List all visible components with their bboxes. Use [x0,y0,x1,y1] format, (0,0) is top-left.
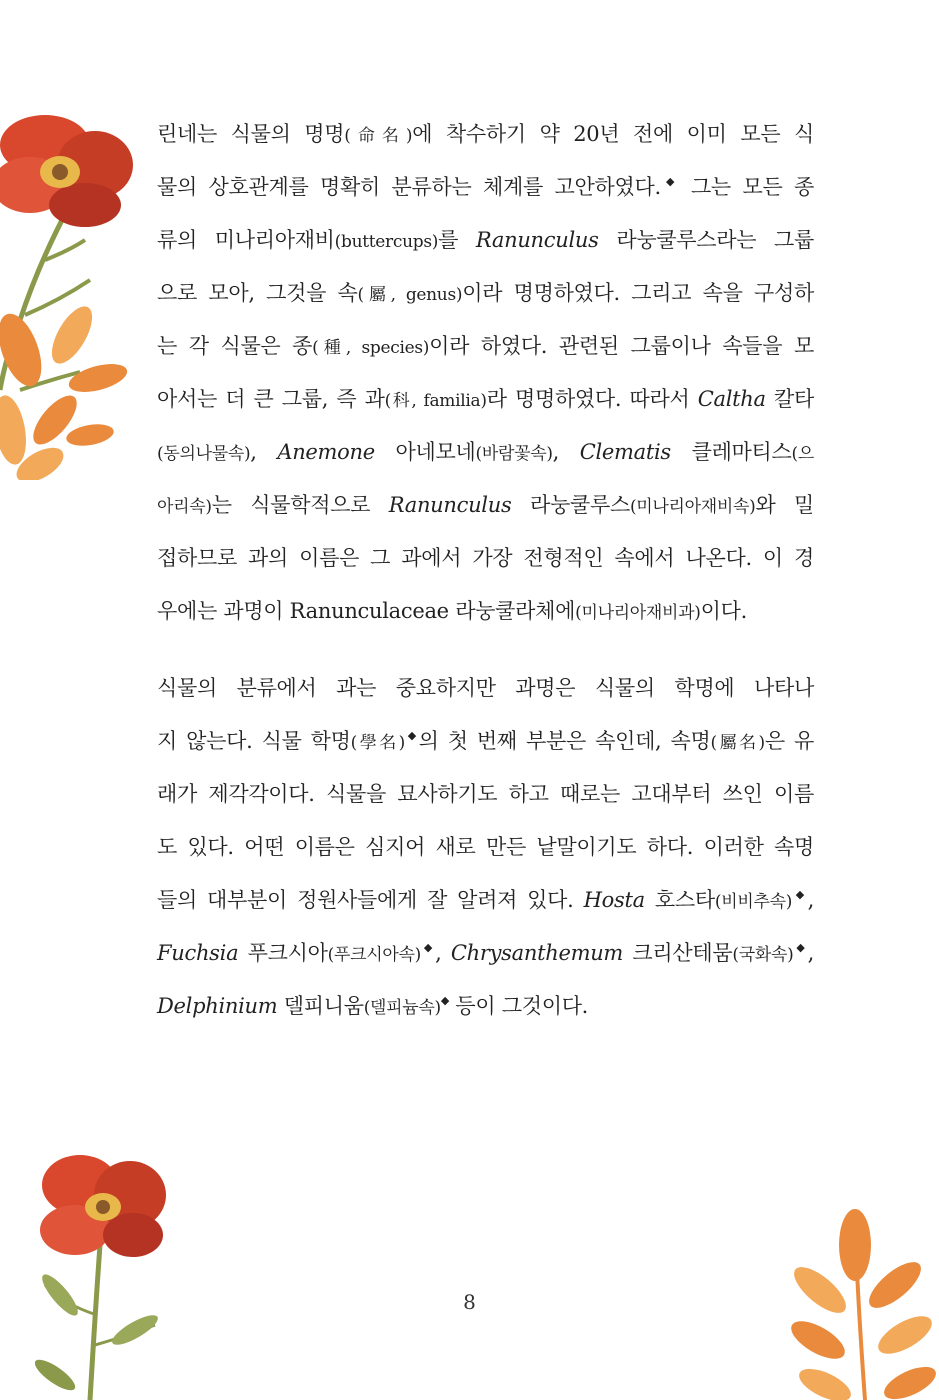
footnote-marker: ◆ [660,175,680,188]
scientific-name: Ranunculus [475,228,599,252]
text-segment: 이라 하였다. 관련된 그룹이나 속들을 모 [429,334,814,358]
scientific-name: Anemone [277,440,375,464]
text-segment: 은 유 [764,729,814,753]
footnote-marker: ◆ [440,994,450,1007]
text-segment: 라눙쿨루스라는 그룹 [598,228,814,252]
text-line [157,662,814,715]
text-segment: , [250,440,278,464]
text-segment: 아리속) [157,497,212,517]
paragraph-1 [157,108,814,638]
text-segment: (科, familia) [384,391,487,411]
text-line [157,426,814,479]
footnote-marker: ◆ [793,941,808,954]
text-line [157,768,814,821]
text-segment: 라눙쿨루스 [511,493,630,517]
text-segment: 식물의 분류에서 과는 중요하지만 과명은 식물의 학명에 나타나 [157,676,814,700]
orange-leaves [0,300,130,480]
text-segment: 클레마티스 [670,440,792,464]
text-line [157,585,814,638]
text-segment: 이라 명명하였다. 그리고 속을 구성하 [462,281,815,305]
text-segment: (푸크시아속) [327,945,421,965]
text-segment: 칼타 [765,387,815,411]
text-segment: 는 각 식물은 종 [157,334,313,358]
text-line [157,532,814,585]
text-segment: 으로 모아, 그것을 속 [157,281,358,305]
text-segment: 는 식물학적으로 [211,493,389,517]
text-line [157,320,814,373]
text-segment: 접하므로 과의 이름은 그 과에서 가장 전형적인 속에서 나온다. 이 경 [157,546,814,570]
text-segment: (바람꽃속) [475,444,553,464]
scientific-name: Chrysanthemum [450,941,624,965]
text-segment: 그는 모든 종 [679,175,814,199]
text-segment: 호스타 [644,888,715,912]
footnote-marker: ◆ [792,888,808,901]
text-segment: (미나리아재비속) [629,497,756,517]
page-number: 8 [463,1290,476,1314]
text-line [157,108,814,161]
text-line [157,715,814,768]
text-line [157,874,814,927]
text-segment: , [807,941,814,965]
text-segment: 래가 제각각이다. 식물을 묘사하기도 하고 때로는 고대부터 쓰인 이름 [157,782,814,806]
text-line [157,927,814,980]
scientific-name: Ranunculus [388,493,512,517]
text-segment: (국화속) [732,945,794,965]
text-line [157,821,814,874]
flower-decoration-top-left [0,110,150,480]
paragraph-2 [157,662,814,1033]
text-segment: (비비추속) [714,892,793,912]
text-segment: (屬名) [710,733,765,753]
text-segment: (種, species) [312,338,430,358]
text-segment: (델피늄속) [363,998,441,1018]
text-segment: 이다. [700,599,747,623]
text-segment: 지 않는다. 식물 학명 [157,729,351,753]
scientific-name: Delphinium [157,994,278,1018]
text-segment: 의 첫 번째 부분은 속인데, 속명 [418,729,711,753]
scientific-name: Hosta [583,888,645,912]
text-segment: 푸크시아 [238,941,328,965]
text-segment: 크리산테뭄 [623,941,733,965]
text-segment: (으 [791,444,814,464]
red-flower [40,1155,166,1257]
text-segment: , [807,888,814,912]
scientific-name: Fuchsia [157,941,239,965]
text-segment: (동의나물속) [157,444,251,464]
text-segment: 와 밀 [755,493,814,517]
footnote-marker: ◆ [420,941,436,954]
text-segment: 물의 상호관계를 명확히 분류하는 체계를 고안하였다. [157,175,661,199]
text-segment: (學名) [350,733,405,753]
scientific-name: Clematis [579,440,671,464]
flower-decoration-bottom-left [35,1145,185,1400]
text-segment: 에 착수하기 약 20년 전에 이미 모든 식 [412,122,814,146]
text-segment: 린네는 식물의 명명 [157,122,345,146]
text-segment: 우에는 과명이 Ranunculaceae 라눙쿨라체에 [157,599,576,623]
footnote-marker: ◆ [405,729,419,742]
red-flower [0,115,133,227]
text-segment: 를 [438,228,476,252]
text-segment: 델피니움 [277,994,364,1018]
text-segment: 라 명명하였다. 따라서 [486,387,698,411]
text-segment: 도 있다. 어떤 이름은 심지어 새로 만든 낱말이기도 하다. 이러한 속명 [157,835,814,859]
text-line [157,980,814,1033]
text-line [157,479,814,532]
text-segment: (屬, genus) [357,285,463,305]
text-segment: 아서는 더 큰 그룹, 즉 과 [157,387,385,411]
text-segment: (命名) [344,126,413,146]
text-line [157,214,814,267]
text-line [157,373,814,426]
scientific-name: Caltha [697,387,766,411]
text-segment: 류의 미나리아재비 [157,228,335,252]
text-segment: 등이 그것이다. [449,994,589,1018]
text-segment: (미나리아재비과) [575,603,701,623]
text-line [157,267,814,320]
text-segment: 아네모네 [374,440,476,464]
text-segment: 들의 대부분이 정원사들에게 잘 알려져 있다. [157,888,584,912]
text-segment: (buttercups) [334,232,439,252]
text-segment: , [435,941,451,965]
text-line [157,161,814,214]
text-segment: , [552,440,580,464]
